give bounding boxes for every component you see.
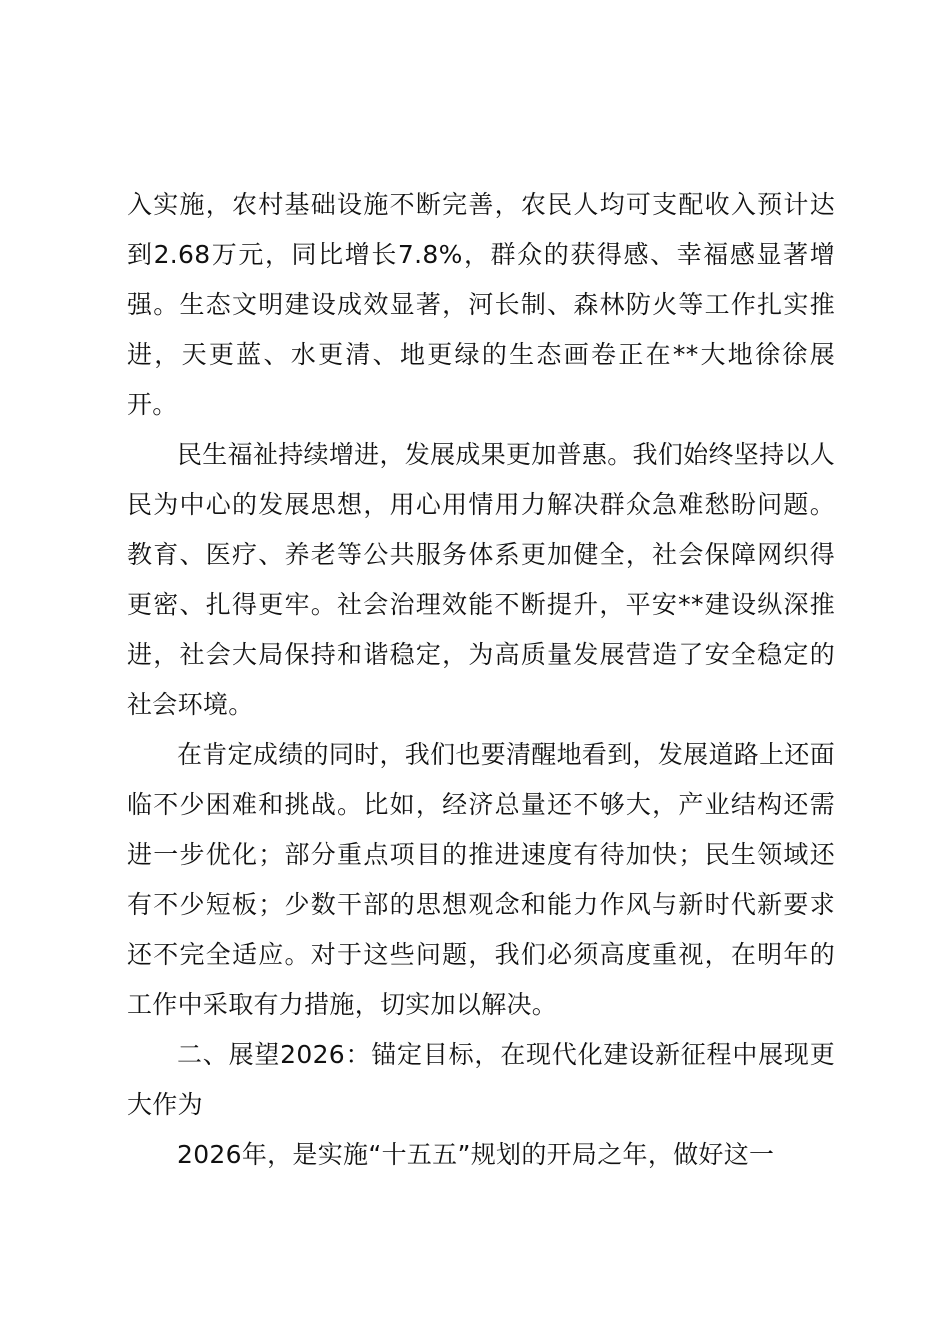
paragraph-livelihood: 民生福祉持续增进，发展成果更加普惠。我们始终坚持以人民为中心的发展思想，用心用情用力解决群众急难愁盼问题。教育、医疗、养老等公共服务体系更加健全，社会保障网织得更密、扎得更牢。社会治理效能不断提升，平安**建设纵深推进，社会大局保持和谐稳定，为高质量发展营造了安全稳定的社会环境。 [127, 440, 835, 719]
document-page [127, 180, 835, 1180]
section-heading: 二、展望2026：锚定目标，在现代化建设新征程中展现更大作为 [127, 1040, 835, 1119]
paragraph-2026-outlook: 2026年，是实施“十五五”规划的开局之年，做好这一 [177, 1140, 775, 1169]
paragraph-continuation: 入实施，农村基础设施不断完善，农民人均可支配收入预计达到2.68万元，同比增长7.8%，群众的获得感、幸福感显著增强。生态文明建设成效显著，河长制、森林防火等工作扎实推进，天更蓝、水更清、地更绿的生态画卷正在**大地徐徐展开。 [127, 190, 835, 419]
paragraph-challenges: 在肯定成绩的同时，我们也要清醒地看到，发展道路上还面临不少困难和挑战。比如，经济总量还不够大，产业结构还需进一步优化；部分重点项目的推进速度有待加快；民生领域还有不少短板；少数干部的思想观念和能力作风与新时代新要求还不完全适应。对于这些问题，我们必须高度重视，在明年的工作中采取有力措施，切实加以解决。 [127, 740, 835, 1019]
